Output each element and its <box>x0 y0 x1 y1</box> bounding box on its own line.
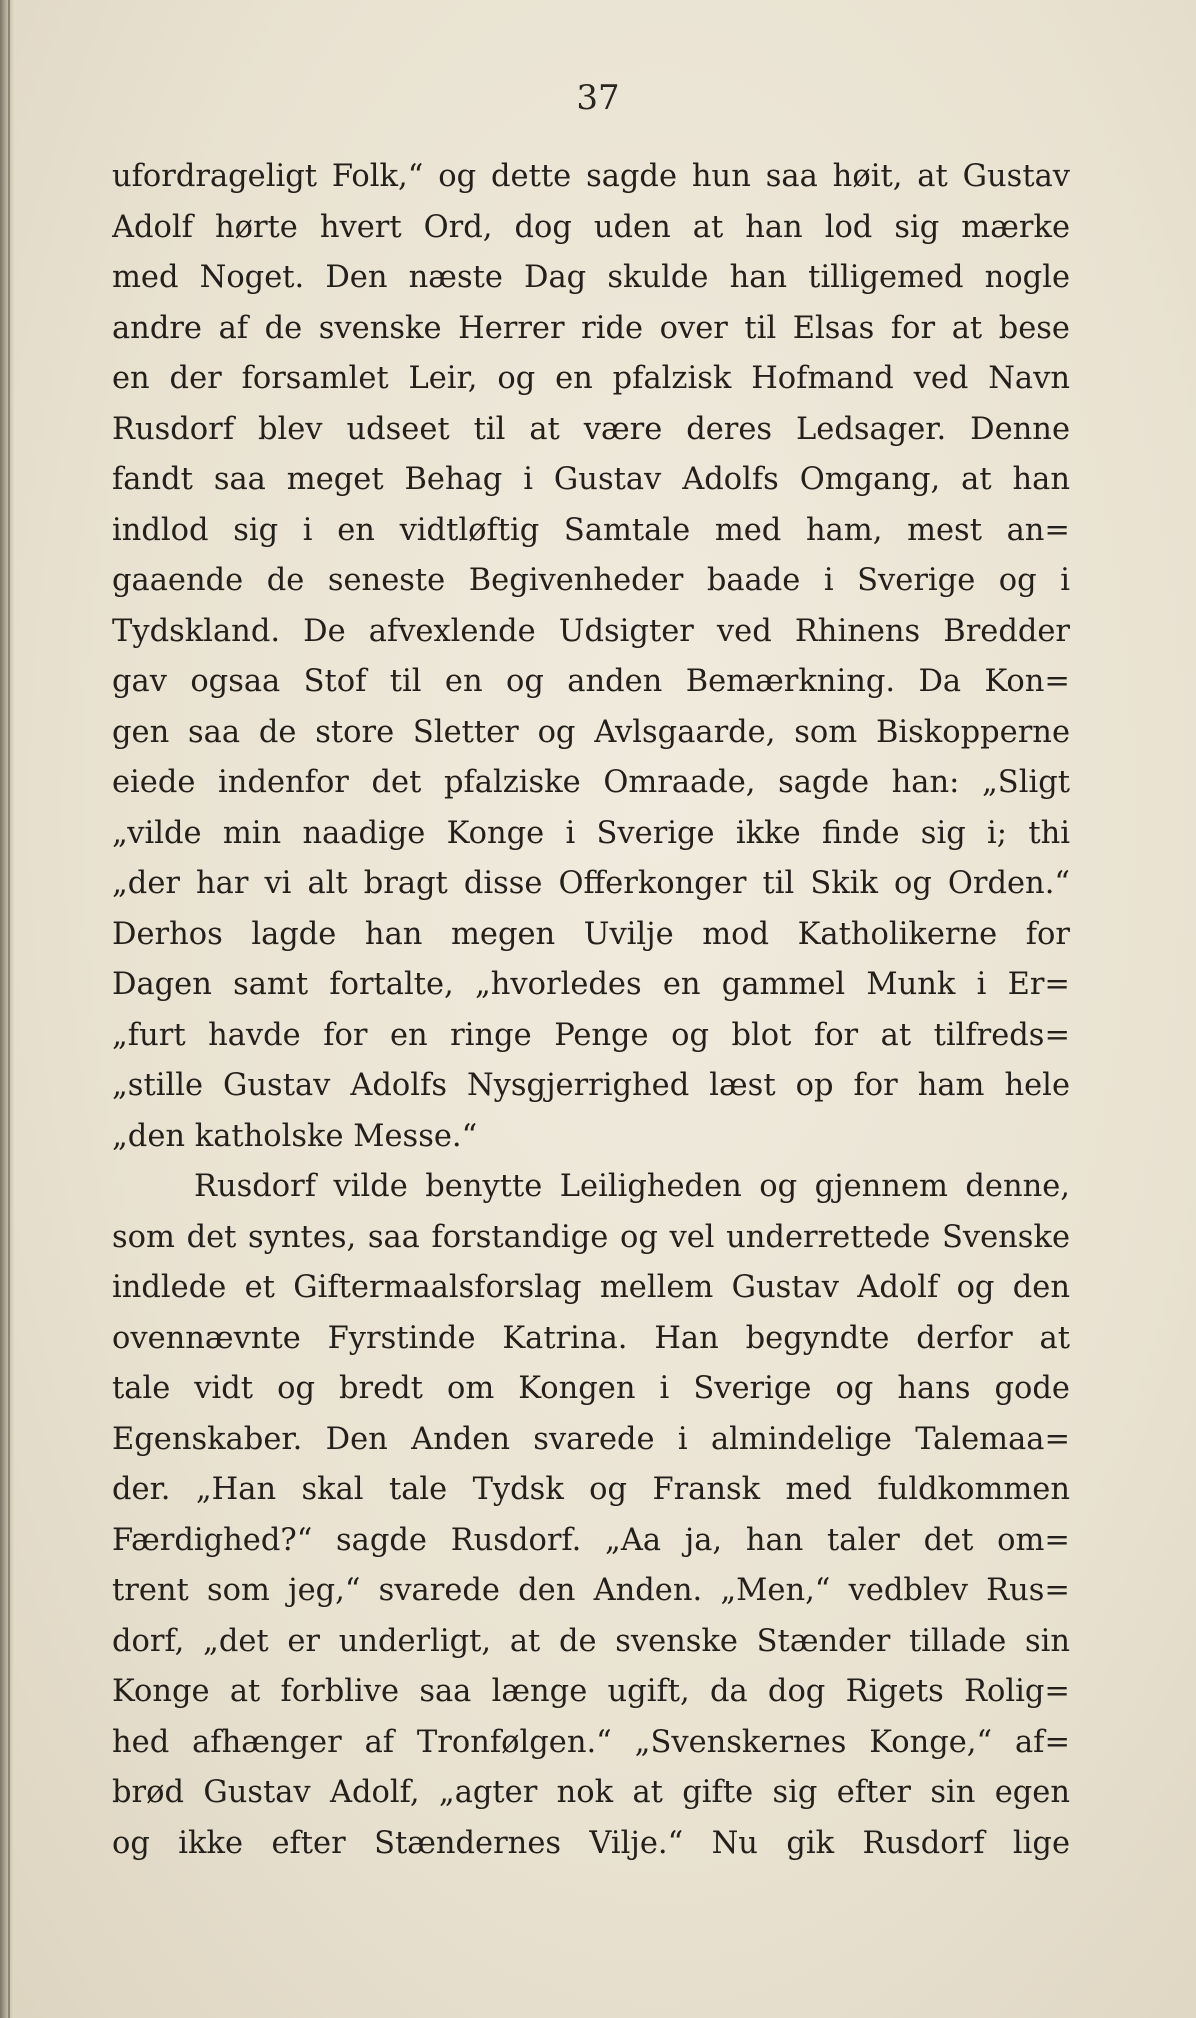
text-line: andre af de svenske Herrer ride over til Elsas for at bese <box>112 310 1070 346</box>
text-line: ovennævnte Fyrstinde Katrina. Han begyndte derfor at <box>112 1320 1070 1356</box>
text-line: og ikke efter Stændernes Vilje.“ Nu gik Rusdorf lige <box>112 1825 1070 1861</box>
text-line: brød Gustav Adolf, „agter nok at gifte sig efter sin egen <box>112 1775 1070 1810</box>
body-text <box>112 152 1070 1869</box>
text-line: Rusdorf blev udseet til at være deres Ledsager. Denne <box>112 411 1070 447</box>
text-line: gen saa de store Sletter og Avlsgaarde, som Biskopperne <box>112 714 1070 750</box>
text-line: gaaende de seneste Begivenheder baade i Sverige og i <box>112 563 1070 598</box>
text-line: eiede indenfor det pfalziske Omraade, sagde han: „Sligt <box>112 765 1070 800</box>
text-line: „der har vi alt bragt disse Offerkonger til Skik og Orden.“ <box>112 866 1070 901</box>
page-gutter <box>0 0 14 2018</box>
text-line: Derhos lagde han megen Uvilje mod Katholikerne for <box>112 916 1070 952</box>
text-line: gav ogsaa Stof til en og anden Bemærkning. Da Kon= <box>112 664 1070 699</box>
text-line: indlod sig i en vidtløftig Samtale med ham, mest an= <box>112 512 1070 548</box>
text-line: „vilde min naadige Konge i Sverige ikke finde sig i; thi <box>112 815 1070 851</box>
text-line: ufordrageligt Folk,“ og dette sagde hun saa høit, at Gustav <box>112 159 1070 194</box>
text-line: Tydskland. De afvexlende Udsigter ved Rhinens Bredder <box>112 613 1070 649</box>
text-line: tale vidt og bredt om Kongen i Sverige og hans gode <box>112 1371 1070 1406</box>
text-line: hed afhænger af Tronfølgen.“ „Svenskernes Konge,“ af= <box>112 1724 1070 1760</box>
text-line: „furt havde for en ringe Penge og blot for at tilfreds= <box>112 1017 1070 1053</box>
text-line: Adolf hørte hvert Ord, dog uden at han lod sig mærke <box>112 209 1070 245</box>
text-line: der. „Han skal tale Tydsk og Fransk med fuldkommen <box>112 1472 1070 1507</box>
text-line: en der forsamlet Leir, og en pfalzisk Hofmand ved Navn <box>112 361 1070 396</box>
text-line: med Noget. Den næste Dag skulde han tilligemed nogle <box>112 260 1070 295</box>
text-line: trent som jeg,“ svarede den Anden. „Men,“ vedblev Rus= <box>112 1573 1070 1608</box>
text-line: Dagen samt fortalte, „hvorledes en gammel Munk i Er= <box>112 967 1070 1002</box>
page-number: 37 <box>576 78 620 118</box>
paragraph-end-line: „den katholske Messe.“ <box>112 1118 478 1154</box>
text-line: fandt saa meget Behag i Gustav Adolfs Omgang, at han <box>112 462 1070 497</box>
paragraph-start-line: Rusdorf vilde benytte Leiligheden og gjennem denne, <box>194 1169 1070 1204</box>
text-line: som det syntes, saa forstandige og vel underrettede Svenske <box>112 1219 1070 1255</box>
text-line: dorf, „det er underligt, at de svenske Stænder tillade sin <box>112 1623 1070 1659</box>
text-line: Konge at forblive saa længe ugift, da dog Rigets Rolig= <box>112 1674 1070 1709</box>
text-line: indlede et Giftermaalsforslag mellem Gustav Adolf og den <box>112 1270 1070 1305</box>
binding-edge <box>8 0 10 2018</box>
text-line: „stille Gustav Adolfs Nysgjerrighed læst op for ham hele <box>112 1068 1070 1103</box>
text-line: Færdighed?“ sagde Rusdorf. „Aa ja, han taler det om= <box>112 1522 1070 1558</box>
text-line: Egenskaber. Den Anden svarede i almindelige Talemaa= <box>112 1421 1070 1457</box>
